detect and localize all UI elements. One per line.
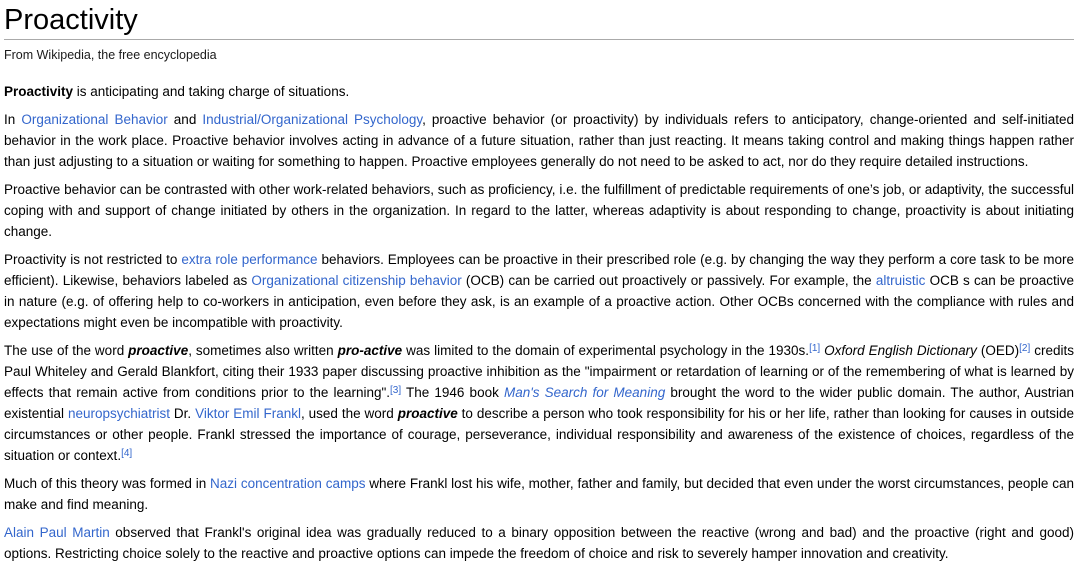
text-run: is anticipating and taking charge of situations. xyxy=(73,84,350,100)
link-neuropsychiatrist[interactable]: neuropsychiatrist xyxy=(67,406,171,422)
ref-1[interactable]: [1] xyxy=(809,342,821,354)
text-run: Much of this theory was formed in xyxy=(4,476,211,492)
link-nazi-concentration-camps[interactable]: Nazi concentration camps xyxy=(210,476,366,492)
ref-3[interactable]: [3] xyxy=(390,384,402,396)
text-run: (OCB) can be carried out proactively or passively. For example, the xyxy=(461,273,876,289)
text-run: credits Paul Whiteley and Gerald Blankfort, citing their 1933 paper discussing proactive inhibition as the "impairment or retardation of learning or of the remembering of what is learned by effects that remain active from conditions prior to the learning". xyxy=(4,343,1074,401)
text-run: where Frankl lost his wife, mother, father and family, but decided that even under the worst circumstances, people can make and find meaning. xyxy=(4,476,1074,513)
ref-4[interactable]: [4] xyxy=(121,447,133,459)
paragraph-frankl-theory xyxy=(4,473,1074,515)
paragraph-ocb xyxy=(4,249,1074,333)
link-mans-search-for-meaning[interactable]: Man's Search for Meaning xyxy=(503,385,666,401)
text-run: Oxford English Dictionary xyxy=(824,343,977,359)
text-run: The use of the word xyxy=(4,343,129,359)
text-run: OCB s can be proactive in nature (e.g. of offering help to co-workers in anticipation, even before they ask, is an example of a proactive action. Other OCBs concerned with the compliance with rules and expectations might even be incompatible with proactivity. xyxy=(4,273,1074,331)
paragraph-martin xyxy=(4,522,1074,564)
site-subtitle: From Wikipedia, the free encyclopedia xyxy=(4,48,217,63)
text-run: Dr. xyxy=(170,406,196,422)
text-run: behaviors. Employees can be proactive in their prescribed role (e.g. by changing the way they perform a core task to be more efficient). Likewise, behaviors labeled as xyxy=(4,252,1075,289)
text-run: (OED) xyxy=(976,343,1020,359)
text-run: In xyxy=(4,112,22,128)
text-run: and xyxy=(167,112,203,128)
text-run: Proactive behavior can be contrasted with other work-related behaviors, such as proficiency, i.e. the fulfillment of predictable requirements of one’s job, or adaptivity, the successful coping with and support of change initiated by others in the organization. In regard to the latter, whereas adaptivity is about responding to change, proactivity is about initiating change. xyxy=(4,182,1074,240)
text-run: pro-active xyxy=(337,343,403,359)
paragraph-contrast xyxy=(4,179,1074,242)
lead-term: Proactivity xyxy=(4,84,74,100)
text-run: , used the word xyxy=(300,406,398,422)
text-run: The 1946 book xyxy=(401,385,504,401)
text-run: observed that Frankl's original idea was gradually reduced to a binary opposition between the reactive (wrong and bad) and the proactive (right and good) options. Restricting choice solely to the reactive and proactive options can impede the freedom of choice and risk to severely hamper innovation and creativity. xyxy=(4,525,1074,562)
text-run: proactive xyxy=(128,343,189,359)
page-title: Proactivity xyxy=(4,4,1074,40)
link-organizational-citizenship-behavior[interactable]: Organizational citizenship behavior xyxy=(251,273,462,289)
link-altruistic[interactable]: altruistic xyxy=(875,273,926,289)
text-run: was limited to the domain of experimental psychology in the 1930s. xyxy=(402,343,810,359)
link-viktor-emil-frankl[interactable]: Viktor Emil Frankl xyxy=(195,406,301,422)
text-run: to describe a person who took responsibility for his or her life, rather than looking for causes in outside circumstances or other people. Frankl stressed the importance of courage, perseverance, individual responsibility and awareness of the existence of choices, regardless of the situation or context. xyxy=(4,406,1074,464)
ref-1-sup[interactable] xyxy=(809,343,820,354)
text-run: proactive xyxy=(397,406,458,422)
paragraph-lead xyxy=(4,81,1074,102)
ref-4-sup[interactable] xyxy=(121,448,132,459)
link-organizational-behavior[interactable]: Organizational Behavior xyxy=(21,112,168,128)
text-run: , sometimes also written xyxy=(188,343,338,359)
article-content xyxy=(4,81,1074,564)
text-run: brought the word to the wider public domain. The author, Austrian existential xyxy=(4,385,1074,422)
paragraph-definition xyxy=(4,109,1074,172)
text-run: Proactivity is not restricted to xyxy=(4,252,182,268)
ref-2-sup[interactable] xyxy=(1019,343,1030,354)
link-alain-paul-martin[interactable]: Alain Paul Martin xyxy=(4,525,110,541)
paragraph-word-history xyxy=(4,340,1074,466)
ref-2[interactable]: [2] xyxy=(1019,342,1031,354)
text-run: , proactive behavior (or proactivity) by individuals refers to anticipatory, change-oriented and self-initiated behavior in the work place. Proactive behavior involves acting in advance of a future situation, rather than just reacting. It means taking control and making things happen rather than just adjusting to a situation or waiting for something to happen. Proactive employees generally do not need to be asked to act, nor do they require detailed instructions. xyxy=(4,112,1074,170)
ref-3-sup[interactable] xyxy=(390,385,401,396)
link-industrial-organizational-psychology[interactable]: Industrial/Organizational Psychology xyxy=(202,112,423,128)
link-extra-role-performance[interactable]: extra role performance xyxy=(181,252,318,268)
